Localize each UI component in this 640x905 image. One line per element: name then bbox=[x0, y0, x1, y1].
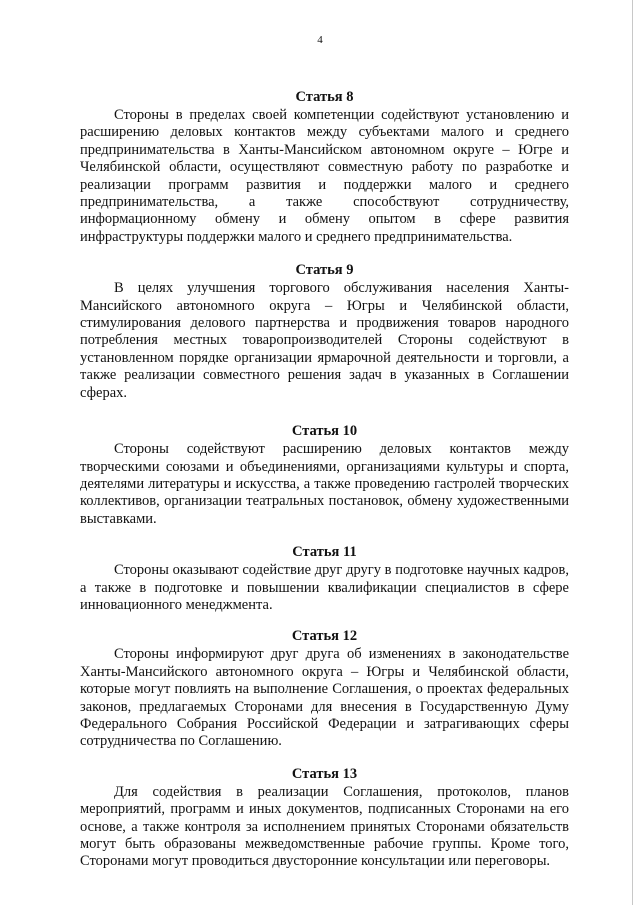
article-10 bbox=[80, 423, 569, 528]
article-13 bbox=[80, 766, 569, 871]
article-text: Для содействия в реализации Соглашения, протоколов, планов мероприятий, программ и иных документов, подписанных Сторонами на его основе, а также контроля за исполнением принятых Сторонами обязательств могут быть образованы межведомственные рабочие группы. Кроме того, Сторонами могут проводиться двусторонние консультации или переговоры. bbox=[80, 783, 569, 870]
page-number: 4 bbox=[317, 34, 323, 46]
scan-edge-line bbox=[632, 0, 633, 905]
article-8 bbox=[80, 89, 569, 246]
article-12 bbox=[80, 628, 569, 750]
article-text: Стороны содействуют расширению деловых контактов между творческими союзами и объединениями, организациями культуры и спорта, деятелями литературы и искусства, а также проведению гастролей творческих коллективов, организации театральных постановок, обмену художественными выставками. bbox=[80, 441, 569, 527]
article-9 bbox=[80, 262, 569, 402]
article-heading: Статья 11 bbox=[292, 544, 357, 561]
article-text: Стороны информируют друг друга об изменениях в законодательстве Ханты-Мансийского автономного округа – Югры и Челябинской области, которые могут повлиять на выполнение Соглашения, о проектах федеральных законов, предлагаемых Сторонами для внесения в Государственную Думу Федерального Собрания Российской Федерации и затрагивающих сферы сотрудничества по Соглашению. bbox=[80, 646, 569, 750]
article-11 bbox=[80, 544, 569, 614]
article-text: Стороны в пределах своей компетенции содействуют установлению и расширению деловых контактов между субъектами малого и среднего предпринимательства в Ханты-Мансийском автономном округе – Югре и Челябинской области, осуществляют совместную работу по разработке и реализации программ развития и поддержки малого и среднего предпринимательства, а также способствуют сотрудничеству, информационному обмену и обмену опытом в сфере развития инфраструктуры поддержки малого и среднего предпринимательства. bbox=[80, 107, 569, 245]
article-heading: Статья 12 bbox=[291, 628, 358, 645]
article-heading: Статья 10 bbox=[291, 423, 358, 440]
article-text: В целях улучшения торгового обслуживания населения Ханты-Мансийского автономного округа – Югры и Челябинской области, стимулирования делового партнерства и продвижения товаров народного потребления местных товаропроизводителей Стороны содействуют в установленном порядке организации ярмарочной деятельности и торговли, а также реализации совместного решения задач в указанных в Соглашении сферах. bbox=[80, 280, 569, 401]
article-text: Стороны оказывают содействие друг другу в подготовке научных кадров, а также в подготовке и повышении квалификации специалистов в сфере инновационного менеджмента. bbox=[80, 562, 569, 613]
article-heading: Статья 8 bbox=[295, 89, 354, 105]
article-heading: Статья 13 bbox=[291, 765, 358, 782]
document-body bbox=[80, 89, 569, 889]
article-heading: Статья 9 bbox=[295, 262, 354, 279]
